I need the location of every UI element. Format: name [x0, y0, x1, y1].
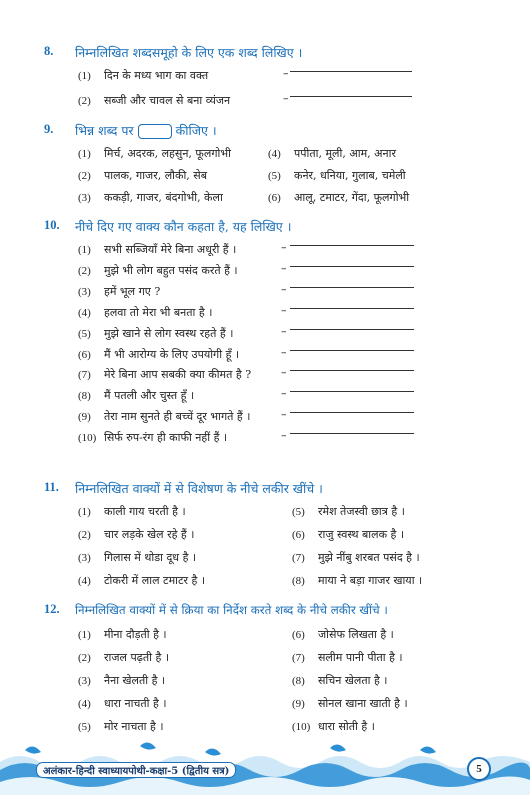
item-number: (7)	[78, 369, 91, 382]
item-number: (5)	[292, 506, 305, 518]
item-number: (3)	[78, 285, 91, 298]
q9-item-5	[268, 168, 406, 183]
q12-number: 12.	[44, 602, 60, 616]
answer-line[interactable]	[290, 329, 414, 330]
item-number: (6)	[292, 629, 305, 641]
q8-title: निम्नलिखित शब्दसमूहो के लिए एक शब्द लिखिए ।	[75, 45, 303, 60]
item-text: मेरे बिना आप सबकी क्या कीमत है ?	[104, 368, 252, 382]
q11-item-6	[292, 527, 404, 542]
item-number: (4)	[78, 575, 91, 587]
answer-dash: –	[281, 282, 287, 296]
answer-line[interactable]	[290, 412, 414, 413]
answer-dash: –	[281, 345, 287, 359]
item-number: (6)	[268, 192, 281, 204]
item-number: (8)	[292, 575, 305, 587]
q9-number: 9.	[44, 122, 54, 136]
q10-item	[78, 263, 238, 278]
item-number: (1)	[78, 244, 91, 256]
item-number: (2)	[78, 264, 91, 277]
item-number: (4)	[78, 698, 91, 710]
item-text: हलवा तो मेरा भी बनता है ।	[104, 305, 213, 319]
q9-item-2	[78, 168, 207, 183]
item-text: राजल पढ़ती है ।	[104, 651, 170, 664]
item-text: मुझे भी लोग बहुत पसंद करते हैं ।	[104, 263, 238, 277]
footer-book-title: अलंकार-हिन्दी स्वाध्यायपोथी-कक्षा-5 (द्वितीय सत्र)	[36, 762, 236, 778]
item-number: (9)	[78, 411, 91, 424]
item-text: मोर नाचता है ।	[104, 720, 164, 733]
q9-item-3	[78, 190, 223, 205]
answer-dash: –	[283, 67, 289, 80]
item-number: (3)	[78, 675, 91, 687]
answer-line[interactable]	[290, 433, 414, 434]
item-text: तेरा नाम सुनते ही बच्चें दूर भागते हैं ।	[104, 410, 251, 424]
item-number: (6)	[292, 529, 305, 541]
q10-item	[78, 284, 160, 299]
q11-item-8	[292, 573, 422, 588]
q11-item-1	[78, 504, 186, 519]
answer-line[interactable]	[290, 287, 414, 288]
circle-shape-icon	[138, 124, 172, 139]
q10-item	[78, 347, 239, 362]
item-text: गिलास में थोडा दूध है ।	[104, 551, 197, 564]
q11-item-4	[78, 573, 205, 588]
answer-dash: –	[281, 261, 287, 275]
answer-dash: –	[281, 303, 287, 317]
answer-dash: –	[281, 408, 287, 422]
item-text: राजु स्वस्थ बालक है ।	[318, 528, 405, 541]
q11-item-7	[292, 550, 420, 565]
answer-line[interactable]	[290, 350, 414, 351]
item-text: धारा नाचती है ।	[104, 697, 167, 710]
item-number: (10)	[292, 721, 311, 733]
q10-item	[78, 388, 194, 403]
item-text: नैना खेलती है ।	[104, 674, 166, 687]
q8-item-1	[78, 68, 208, 83]
q12-item	[78, 673, 165, 688]
item-text: सब्जी और चावल से बना व्यंजन	[104, 94, 231, 107]
item-text: ककड़ी, गाजर, बंदगोभी, केला	[104, 191, 223, 204]
answer-line[interactable]	[290, 391, 414, 392]
q10-item	[78, 367, 251, 382]
q8-item-2	[78, 93, 230, 108]
item-text: सोनल खाना खाती है ।	[318, 697, 408, 710]
q9-title	[75, 122, 217, 139]
item-text: सभी सब्जियाँ मेरे बिना अधूरी हैं ।	[104, 243, 237, 256]
q11-title: निम्नलिखित वाक्यों में से विशेषण के नीचे लकीर खींचे ।	[75, 481, 323, 496]
answer-dash: –	[281, 324, 287, 338]
item-number: (1)	[78, 148, 91, 160]
q11-item-5	[292, 504, 405, 519]
answer-dash: –	[281, 429, 287, 443]
answer-dash: –	[281, 366, 287, 380]
q8-number: 8.	[44, 44, 54, 58]
item-text: मुझे खाने से लोग स्वस्थ रहते हैं ।	[104, 326, 234, 340]
item-text: रमेश तेजस्वी छात्र है ।	[318, 505, 405, 518]
item-number: (1)	[78, 506, 91, 518]
item-text: पालक, गाजर, लौकी, सेब	[104, 169, 208, 182]
q12-item	[78, 696, 167, 711]
q10-number: 10.	[44, 218, 60, 232]
q12-item	[78, 650, 169, 665]
item-number: (3)	[78, 192, 91, 204]
answer-line[interactable]	[290, 266, 414, 267]
item-number: (1)	[78, 70, 91, 82]
q9-item-4	[268, 146, 396, 161]
answer-line[interactable]	[290, 370, 414, 371]
q10-item	[78, 242, 236, 257]
q9-item-1	[78, 146, 231, 161]
q10-item	[78, 305, 212, 320]
q12-title: निम्नलिखित वाक्यों में से क्रिया का निर्देश करते शब्द के नीचे लकीर खींचे ।	[75, 603, 388, 617]
answer-dash: –	[283, 92, 289, 105]
item-text: आलू, टमाटर, गेंदा, फूलगोभी	[294, 191, 410, 204]
item-number: (9)	[292, 698, 305, 710]
q11-item-3	[78, 550, 196, 565]
item-number: (5)	[78, 721, 91, 733]
item-number: (1)	[78, 629, 91, 641]
item-number: (2)	[78, 652, 91, 664]
q11-item-2	[78, 527, 194, 542]
item-text: हमें भूल गए ?	[104, 284, 161, 298]
item-text: सिर्फ रुप-रंग ही काफी नहीं हैं ।	[104, 431, 228, 445]
item-text: मैं भी आरोग्य के लिए उपयोगी हूँ ।	[104, 347, 240, 361]
q12-item	[78, 627, 167, 642]
q11-number: 11.	[44, 480, 59, 494]
item-number: (5)	[268, 170, 281, 182]
item-number: (2)	[78, 95, 91, 107]
item-number: (10)	[78, 432, 97, 445]
item-text: टोकरी में लाल टमाटर है ।	[104, 574, 206, 587]
q9-title-a: भिन्न शब्द पर	[75, 123, 134, 138]
item-number: (4)	[268, 148, 281, 160]
item-number: (3)	[78, 552, 91, 564]
item-number: (8)	[292, 675, 305, 687]
q12-item	[292, 650, 403, 665]
answer-dash: –	[281, 241, 287, 254]
item-text: माया ने बड़ा गाजर खाया ।	[318, 574, 423, 587]
item-text: जोसेफ लिखता है ।	[318, 628, 394, 641]
item-text: दिन के मध्य भाग का वक्त	[104, 69, 209, 82]
item-text: मैं पतली और चुस्त हूँ ।	[104, 389, 195, 403]
item-number: (4)	[78, 306, 91, 319]
item-number: (5)	[78, 327, 91, 340]
answer-dash: –	[281, 387, 287, 401]
item-text: चार लड़के खेल रहे हैं ।	[104, 528, 195, 541]
q12-item	[292, 696, 408, 711]
q10-item	[78, 430, 227, 445]
q9-title-b: कीजिए ।	[175, 123, 217, 138]
q12-item	[292, 627, 394, 642]
q10-title: नीचे दिए गए वाक्य कौन कहता है, यह लिखिए ।	[75, 219, 292, 234]
answer-line[interactable]	[290, 71, 412, 72]
item-number: (2)	[78, 170, 91, 182]
item-text: कनेर, धनिया, गुलाब, चमेली	[294, 169, 406, 182]
page-number: 5	[467, 757, 491, 781]
item-text: सचिन खेलता है ।	[318, 674, 388, 687]
item-text: धारा सोती है ।	[318, 720, 375, 733]
item-number: (8)	[78, 390, 91, 403]
q10-item	[78, 409, 250, 424]
q12-item	[292, 673, 387, 688]
q12-item	[292, 719, 375, 734]
q9-item-6	[268, 190, 409, 205]
q10-item	[78, 326, 233, 341]
item-text: काली गाय चरती है ।	[104, 505, 186, 518]
item-number: (7)	[292, 552, 305, 564]
item-text: मीना दौड़ती है ।	[104, 628, 167, 641]
answer-line[interactable]	[290, 308, 414, 309]
answer-line[interactable]	[290, 96, 412, 97]
item-text: पपीता, मूली, आम, अनार	[294, 147, 397, 160]
q12-item	[78, 719, 163, 734]
item-text: सलीम पानी पीता है ।	[318, 651, 403, 664]
item-number: (2)	[78, 529, 91, 541]
item-text: मुझे नींबु शरबत पसंद है ।	[318, 551, 420, 564]
item-number: (6)	[78, 348, 91, 361]
item-number: (7)	[292, 652, 305, 664]
item-text: मिर्च, अदरक, लहसुन, फूलगोभी	[104, 147, 231, 160]
answer-line[interactable]	[290, 245, 414, 246]
